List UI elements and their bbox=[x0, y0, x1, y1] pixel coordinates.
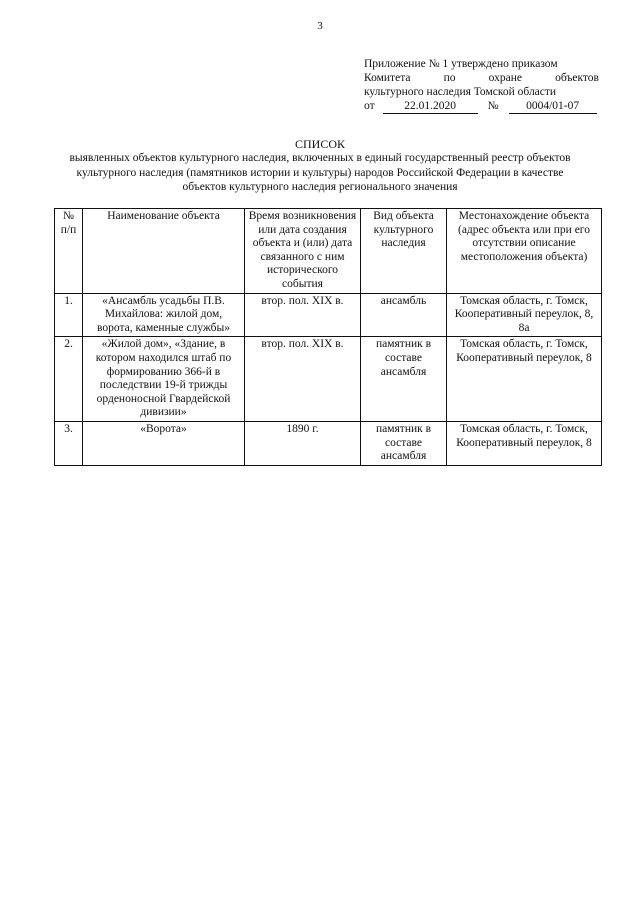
document-title: СПИСОК bbox=[294, 137, 345, 151]
order-number: 0004/01-07 bbox=[509, 100, 597, 114]
page-number: 3 bbox=[317, 20, 323, 32]
cell-date: 1890 г. bbox=[245, 421, 361, 465]
appendix-line-2 bbox=[364, 71, 599, 85]
appendix-word: объектов bbox=[555, 72, 599, 84]
cell-name: «Ворота» bbox=[83, 421, 245, 465]
table-header-row bbox=[55, 209, 602, 294]
header-location: Местонахождение объекта (адрес объекта или при его отсутствии описание местоположения объекта) bbox=[447, 209, 602, 294]
cell-kind: памятник в составе ансамбля bbox=[361, 421, 447, 465]
appendix-word: по bbox=[443, 72, 456, 84]
table-row bbox=[55, 421, 602, 465]
document-subtitle: выявленных объектов культурного наследия, включенных в единый государственный реестр объектов культурного наследия (памятников истории и культуры) народов Российской Федерации в качестве объектов культурного наследия регионального значения bbox=[69, 152, 571, 193]
appendix-line-1: Приложение № 1 утверждено приказом bbox=[364, 58, 558, 70]
number-sign: № bbox=[487, 100, 499, 112]
cell-kind: памятник в составе ансамбля bbox=[361, 337, 447, 422]
header-kind: Вид объекта культурного наследия bbox=[361, 209, 447, 294]
appendix-date-number-line bbox=[364, 99, 599, 114]
cell-name: «Ансамбль усадьбы П.В. Михайлова: жилой дом, ворота, каменные службы» bbox=[83, 293, 245, 337]
cell-name: «Жилой дом», «Здание, в котором находился штаб по формированию 366-й в последствии 19-й трижды орденоносной Гвардейской дивизии» bbox=[83, 337, 245, 422]
cell-number: 2. bbox=[55, 337, 83, 422]
cell-location: Томская область, г. Томск, Кооперативный переулок, 8 bbox=[447, 421, 602, 465]
cell-location: Томская область, г. Томск, Кооперативный переулок, 8, 8а bbox=[447, 293, 602, 337]
order-date: 22.01.2020 bbox=[383, 100, 478, 114]
appendix-approval-block bbox=[364, 57, 599, 114]
cell-location: Томская область, г. Томск, Кооперативный переулок, 8 bbox=[447, 337, 602, 422]
cell-date: втор. пол. XIX в. bbox=[245, 293, 361, 337]
appendix-word: охране bbox=[488, 72, 522, 84]
cell-kind: ансамбль bbox=[361, 293, 447, 337]
cell-number: 3. bbox=[55, 421, 83, 465]
appendix-word: Комитета bbox=[364, 72, 411, 84]
header-date: Время возникновения или дата создания объекта и (или) дата связанного с ним исторического события bbox=[245, 209, 361, 294]
header-name: Наименование объекта bbox=[83, 209, 245, 294]
table-row bbox=[55, 293, 602, 337]
header-number: № п/п bbox=[55, 209, 83, 294]
table-row bbox=[55, 337, 602, 422]
cell-date: втор. пол. XIX в. bbox=[245, 337, 361, 422]
heritage-objects-table bbox=[54, 208, 602, 466]
from-label: от bbox=[364, 100, 375, 112]
appendix-line-3: культурного наследия Томской области bbox=[364, 86, 557, 98]
cell-number: 1. bbox=[55, 293, 83, 337]
